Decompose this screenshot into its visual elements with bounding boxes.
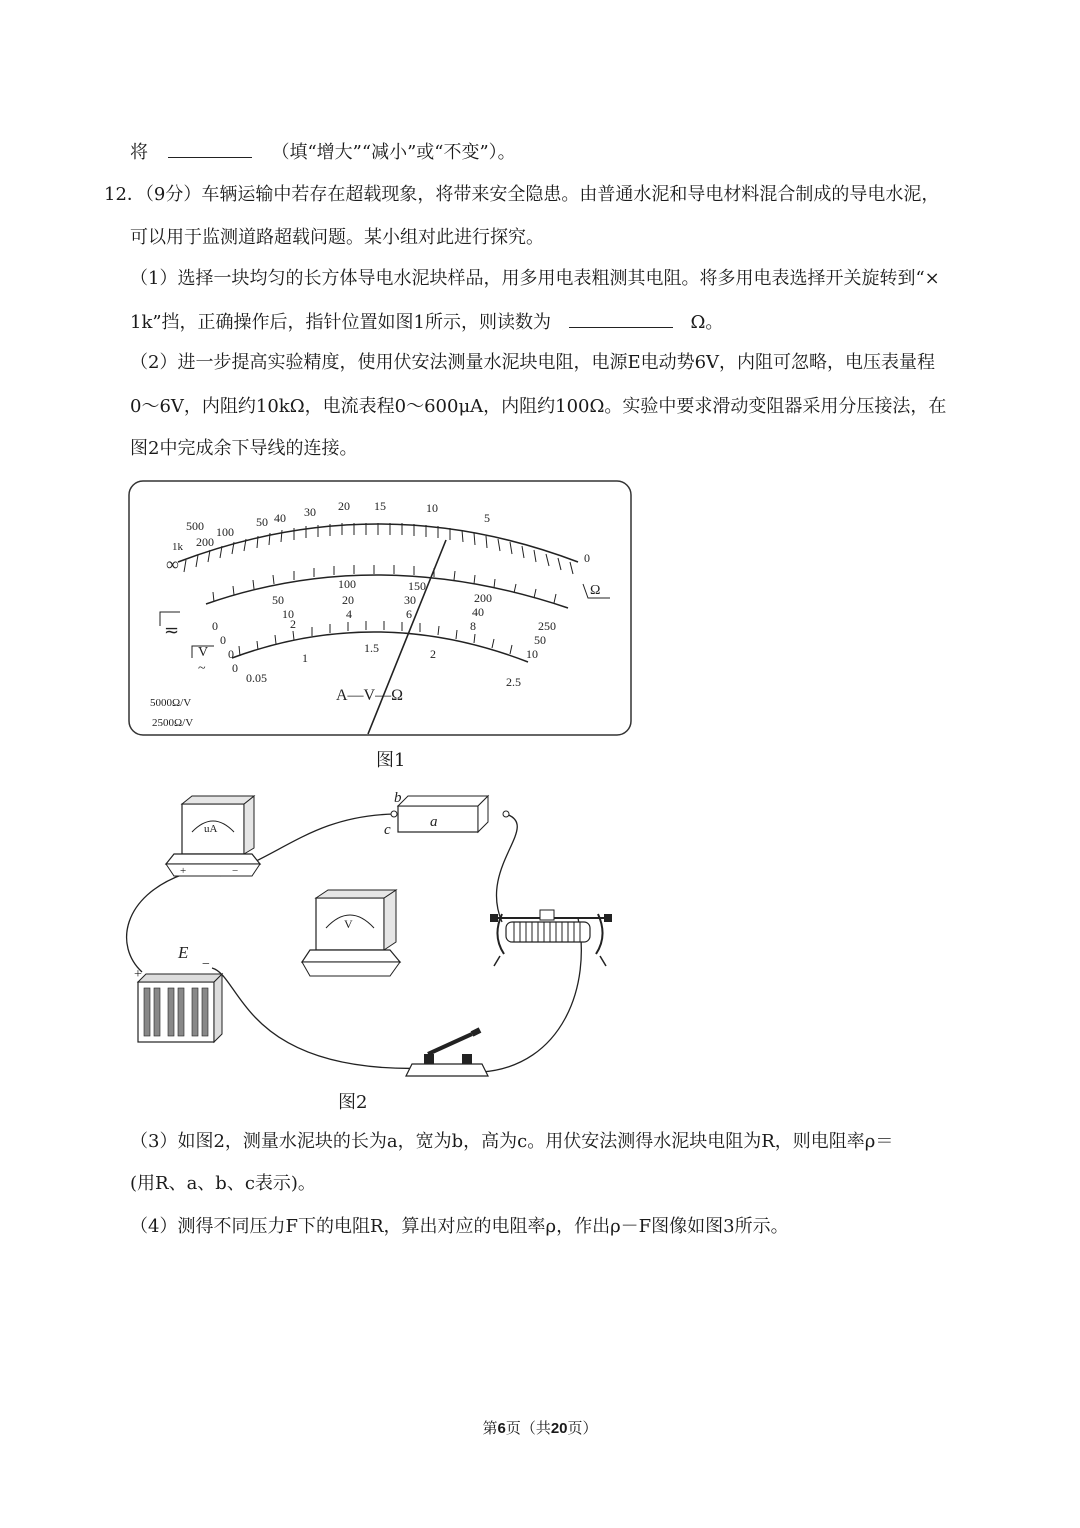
meter-model: A—V—Ω bbox=[336, 687, 403, 704]
dc-a-100: 100 bbox=[338, 577, 356, 591]
figure-1-multimeter-dial bbox=[128, 480, 632, 738]
ohm-40: 40 bbox=[274, 511, 286, 525]
dc-a-0: 0 bbox=[212, 619, 218, 633]
footer-suffix: 页） bbox=[567, 1419, 598, 1437]
q11-prefix: 将 bbox=[130, 142, 148, 163]
ohm-20: 20 bbox=[338, 499, 350, 513]
dc-b-0: 0 bbox=[220, 633, 226, 647]
dc-c-2: 2 bbox=[290, 617, 296, 631]
footer-page: 6 bbox=[497, 1420, 506, 1437]
q11-answer-blank[interactable] bbox=[168, 139, 252, 158]
ohm-30: 30 bbox=[304, 505, 316, 519]
ohm-1k: 1k bbox=[172, 541, 183, 553]
figure-2-circuit bbox=[122, 786, 642, 1086]
battery-plus: + bbox=[134, 967, 142, 982]
slide-rheostat bbox=[490, 910, 612, 966]
dc-c-6: 6 bbox=[406, 607, 412, 621]
ac-1.5: 1.5 bbox=[364, 641, 379, 655]
dc-b-20: 20 bbox=[342, 593, 354, 607]
q12-p2-line2: 0～6V，内阻约10kΩ，电流表程0～600μA，内阻约100Ω。实验中要求滑动变阻器采用分压接法，在 bbox=[130, 396, 947, 417]
ohm-100: 100 bbox=[216, 525, 234, 539]
ac-1: 1 bbox=[302, 651, 308, 665]
ammeter-minus: − bbox=[232, 865, 239, 877]
q12-line2: 可以用于监测道路超载问题。某小组对此进行探究。 bbox=[130, 227, 544, 248]
q12-p3-line2: (用R、a、b、c表示)。 bbox=[130, 1173, 316, 1194]
v-ac-symbol: ~ bbox=[198, 661, 206, 676]
dc-a-250: 250 bbox=[538, 619, 556, 633]
voltmeter bbox=[302, 890, 400, 976]
block-label-c: c bbox=[384, 822, 391, 838]
knife-switch bbox=[406, 1030, 488, 1076]
figure-2-caption: 图2 bbox=[338, 1092, 368, 1113]
ammeter-label: uA bbox=[204, 823, 218, 835]
cement-block bbox=[384, 790, 509, 838]
ohm-0: 0 bbox=[584, 551, 590, 565]
dc-b-30: 30 bbox=[404, 593, 416, 607]
dc-c-8: 8 bbox=[470, 619, 476, 633]
dc-symbol: ≂ bbox=[164, 620, 180, 640]
voltmeter-label: V bbox=[344, 917, 353, 931]
dc-b-40: 40 bbox=[472, 605, 484, 619]
dc-a-150: 150 bbox=[408, 579, 426, 593]
page-footer bbox=[0, 1417, 1080, 1438]
q12-p2-line1: （2）进一步提高实验精度，使用伏安法测量水泥块电阻，电源E电动势6V，内阻可忽略，电压表量程 bbox=[130, 352, 936, 373]
ohm-symbol: Ω bbox=[590, 583, 601, 598]
ohm-5: 5 bbox=[484, 511, 490, 525]
ohm-500: 500 bbox=[186, 519, 204, 533]
v-symbol: V bbox=[198, 645, 209, 660]
dc-a-200: 200 bbox=[474, 591, 492, 605]
ohm-50: 50 bbox=[256, 515, 268, 529]
dc-a-50: 50 bbox=[272, 593, 284, 607]
footer-mid: 页（共 bbox=[505, 1419, 551, 1437]
q12-p3-line1: （3）如图2，测量水泥块的长为a，宽为b，高为c。用伏安法测得水泥块电阻为R，则电阻率ρ＝ bbox=[130, 1131, 894, 1152]
figure-1-caption: 图1 bbox=[376, 750, 406, 771]
sensitivity-ac: 2500Ω/V bbox=[152, 717, 194, 729]
q12-p1-prefix: 1k”挡，正确操作后，指针位置如图1所示，则读数为 bbox=[130, 312, 552, 333]
footer-prefix: 第 bbox=[482, 1419, 498, 1437]
sensitivity-dc: 5000Ω/V bbox=[150, 697, 192, 709]
q11-suffix: （填“增大”“减小”或“不变”）。 bbox=[271, 142, 516, 163]
ohm-inf: ∞ bbox=[166, 554, 179, 574]
ac-0.05: 0.05 bbox=[246, 671, 267, 685]
q12-p1-suffix: Ω。 bbox=[690, 312, 724, 333]
block-label-a: a bbox=[430, 814, 438, 830]
battery-minus: − bbox=[202, 957, 210, 972]
ammeter-plus: + bbox=[180, 865, 187, 877]
dc-c-0: 0 bbox=[228, 647, 234, 661]
block-label-b: b bbox=[394, 790, 402, 806]
ac-0: 0 bbox=[232, 661, 238, 675]
ac-2: 2 bbox=[430, 647, 436, 661]
dc-c-4: 4 bbox=[346, 607, 352, 621]
dc-b-10: 10 bbox=[282, 607, 294, 621]
battery-label: E bbox=[178, 943, 189, 962]
q12-p1-line2 bbox=[130, 309, 723, 335]
dc-b-50: 50 bbox=[534, 633, 546, 647]
q12-reading-blank[interactable] bbox=[569, 309, 673, 328]
q12-p2-line3: 图2中完成余下导线的连接。 bbox=[130, 438, 358, 459]
ohm-10: 10 bbox=[426, 501, 438, 515]
q11-tail-line bbox=[130, 139, 516, 165]
ac-2.5: 2.5 bbox=[506, 675, 521, 689]
footer-total: 20 bbox=[550, 1420, 568, 1437]
dc-c-10: 10 bbox=[526, 647, 538, 661]
ohm-200: 200 bbox=[196, 535, 214, 549]
q12-p4-line1: （4）测得不同压力F下的电阻R，算出对应的电阻率ρ，作出ρ－F图像如图3所示。 bbox=[130, 1216, 789, 1237]
q12-p1-line1: （1）选择一块均匀的长方体导电水泥块样品，用多用电表粗测其电阻。将多用电表选择开关旋转到“× bbox=[130, 268, 940, 289]
battery bbox=[134, 943, 222, 1042]
microammeter bbox=[166, 796, 260, 877]
ohm-15: 15 bbox=[374, 499, 386, 513]
q12-line1: 12．（9分）车辆运输中若存在超载现象，将带来安全隐患。由普通水泥和导电材料混合制成的导电水泥， bbox=[104, 184, 940, 205]
